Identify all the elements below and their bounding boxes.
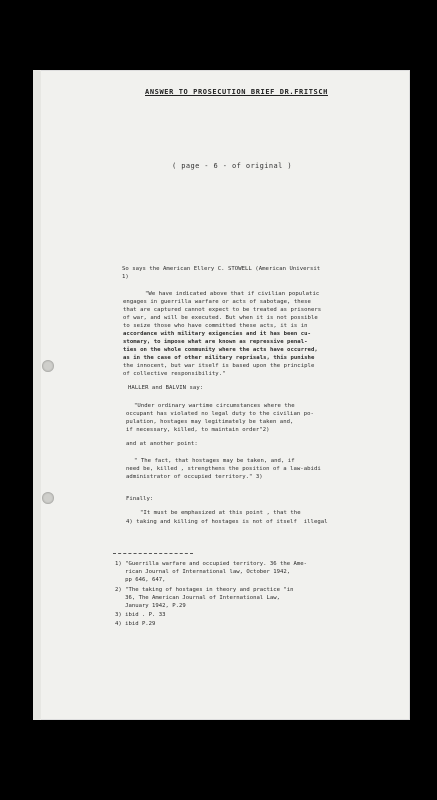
- page-title: ANSWER TO PROSECUTION BRIEF DR.FRITSCH: [145, 88, 328, 96]
- text-line: as in the case of other military reprisals, this punishe: [123, 355, 315, 361]
- another-point-line: and at another point:: [126, 441, 198, 447]
- text-line: So says the American Ellery C. STOWELL (American Universit: [122, 266, 321, 272]
- footnote-line: 1) "Guerrilla warfare and occupied territory. 36 the Ame-: [115, 561, 307, 567]
- text-line: "It must be emphasized at this point , that the: [140, 510, 301, 516]
- page-marker: ( page - 6 - of original ): [172, 162, 292, 170]
- punch-hole: [42, 360, 54, 372]
- text-line: administrator of occupied territory." 3): [126, 474, 263, 480]
- text-line: if necessary, killed, to maintain order"2): [126, 427, 270, 433]
- text-line: engages in guerrilla warfare or acts of sabotage, these: [123, 299, 311, 305]
- text-line: " The fact, that hostages may be taken, and, if: [134, 458, 295, 464]
- text-line: pulation, hostages may legitimately be taken and,: [126, 419, 294, 425]
- text-line: accordance with military exigencies and it has been cu-: [123, 331, 311, 337]
- text-line: need be, killed , strengthens the position of a law-abidi: [126, 466, 321, 472]
- footnote-line: 36, The American Journal of International Law,: [115, 595, 281, 601]
- footnote-line: 4) ibid P.29: [115, 621, 156, 627]
- footnote-line: rican Journal of International law, October 1942,: [115, 569, 291, 575]
- text-line: of war, and will be executed. But when it is not possible: [123, 315, 318, 321]
- text-line: the innocent, but war itself is based upon the principle: [123, 363, 315, 369]
- text-line: to seize those who have committed these acts, it is in: [123, 323, 308, 329]
- text-line: ties on the whole community where the acts have occurred,: [123, 347, 318, 353]
- text-line: 1): [122, 274, 129, 280]
- haller-balvin-line: HALLER and BALVIN say:: [128, 385, 204, 391]
- footnote-line: January 1942, P.29: [115, 603, 186, 609]
- punch-hole: [42, 492, 54, 504]
- text-line: stomary, to impose what are known as repressive penal-: [123, 339, 308, 345]
- finally-line: Finally:: [126, 496, 154, 502]
- text-line: of collective responsibility.": [123, 371, 226, 377]
- text-line: "Under ordinary wartime circumstances where the: [134, 403, 295, 409]
- footnote-line: 2) "The taking of hostages in theory and practice "in: [115, 587, 294, 593]
- text-line: occupant has violated no legal duty to the civilian po-: [126, 411, 314, 417]
- text-line: 4) taking and killing of hostages is not of itself illegal: [126, 519, 328, 525]
- text-line: "We have indicated above that if civilian populatic: [145, 291, 320, 297]
- footnote-line: pp 646, 647,: [115, 577, 166, 583]
- footnote-line: 3) ibid . P. 33: [115, 612, 166, 618]
- text-line: that are captured cannot expect to be treated as prisoners: [123, 307, 322, 313]
- page-edge: [33, 70, 41, 720]
- footnote-divider: [113, 553, 193, 554]
